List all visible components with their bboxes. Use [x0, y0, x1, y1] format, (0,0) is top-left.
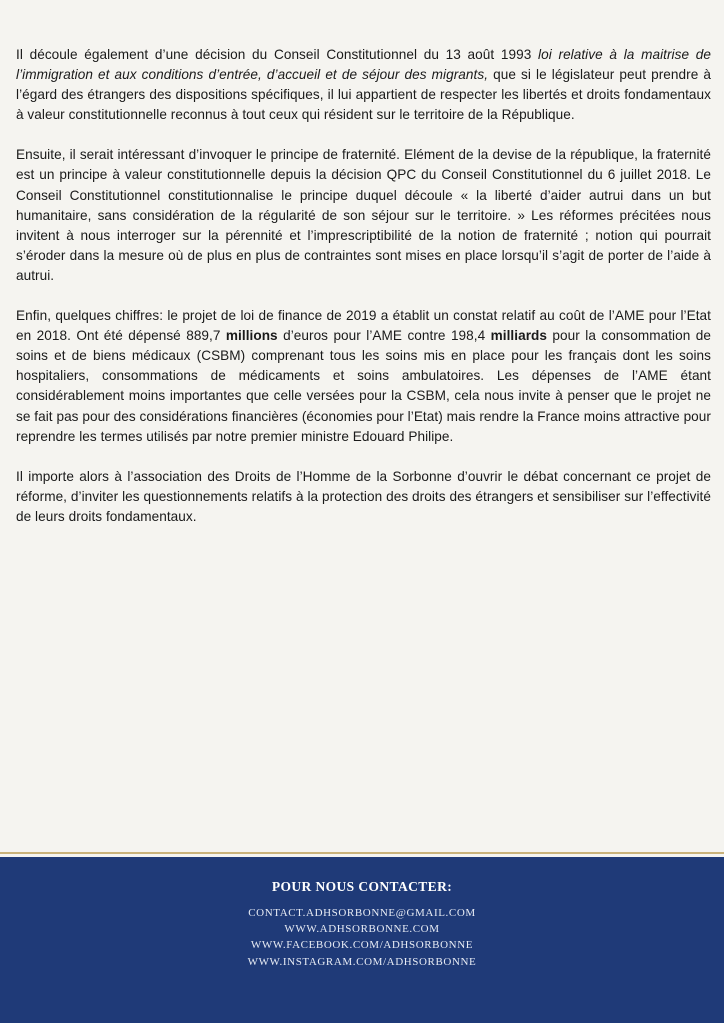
paragraph-conclusion: [16, 467, 711, 527]
text-segment: d’euros pour l’AME contre 198,4: [277, 328, 491, 344]
document-body: [16, 45, 711, 547]
text-segment: que si le législateur peut prendre à l’égard des étrangers des dispositions spécifiques, il lui appartient de respecter les libertés et droits fondamentaux à valeur constitutionnelle reconnus à tout ceux qui résident sur le territoire de la République.: [16, 67, 711, 123]
contact-email-link[interactable]: CONTACT.ADHSORBONNE@GMAIL.COM: [248, 907, 476, 919]
paragraph-conseil-constitutionnel: [16, 45, 711, 125]
instagram-link[interactable]: WWW.INSTAGRAM.COM/ADHSORBONNE: [247, 955, 477, 968]
website-link[interactable]: WWW.ADHSORBONNE.COM: [284, 923, 440, 936]
text-segment: Ensuite, il serait intéressant d’invoquer le principe de fraternité. Elément de la devise de la république, la fraternité est un principe à valeur constitutionnelle depuis la décision QPC du Conseil Constitutionnel du 6 juillet 2018. Le Conseil Constitutionnel constitutionnalise le principe duquel découle « la liberté d’aider autrui dans un but humanitaire, sans considération de la régularité de son séjour sur le territoire. » Les réformes précitées nous invitent à nous interroger sur la pérennité et l’imprescriptibilité de la notion de fraternité ; notion qui pourrait s’éroder dans la mesure où de plus en plus de contraintes sont mises en place lorsqu’il s’agit de porter de l’aide à autrui.: [16, 147, 711, 283]
text-segment: pour la consommation de soins et de biens médicaux (CSBM) comprenant tous les soins mis en place pour les français dont les soins hospitaliers, consommations de médicaments et soins ambulatoires. Les dépenses de l’AME étant considérablement moins importantes que celle versées pour la CSBM, cela nous invite à penser que le projet ne se fait pas pour des considérations financières (économies pour l’Etat) mais rendre la France moins attractive pour reprendre les termes utilisés par notre premier ministre Edouard Philipe.: [16, 328, 711, 444]
text-segment: Il importe alors à l’association des Droits de l’Homme de la Sorbonne d’ouvrir le débat concernant ce projet de réforme, d’inviter les questionnements relatifs à la protection des droits des étrangers et sensibiliser sur l’effectivité de leurs droits fondamentaux.: [16, 468, 711, 524]
text-segment: Enfin, quelques chiffres: le projet de loi de finance de 2019 a établit un constat relatif au coût de l’AME pour l’Etat en 2018. Ont été dépensé 889,7: [16, 308, 711, 344]
facebook-link[interactable]: WWW.FACEBOOK.COM/ADHSORBONNE: [250, 939, 474, 952]
bold-millions: millions: [225, 328, 278, 344]
contact-footer: [0, 857, 724, 1023]
text-segment: Il découle également d’une décision du Conseil Constitutionnel du 13 août 1993: [16, 47, 539, 62]
law-title-italic: loi relative à la maitrise de l’immigration et aux conditions d’entrée, d’accueil et de séjour des migrants,: [16, 47, 711, 83]
paragraph-fraternite: [16, 145, 711, 286]
footer-title: POUR NOUS CONTACTER:: [271, 879, 453, 894]
paragraph-chiffres: [16, 306, 711, 447]
bold-milliards: milliards: [490, 328, 547, 344]
